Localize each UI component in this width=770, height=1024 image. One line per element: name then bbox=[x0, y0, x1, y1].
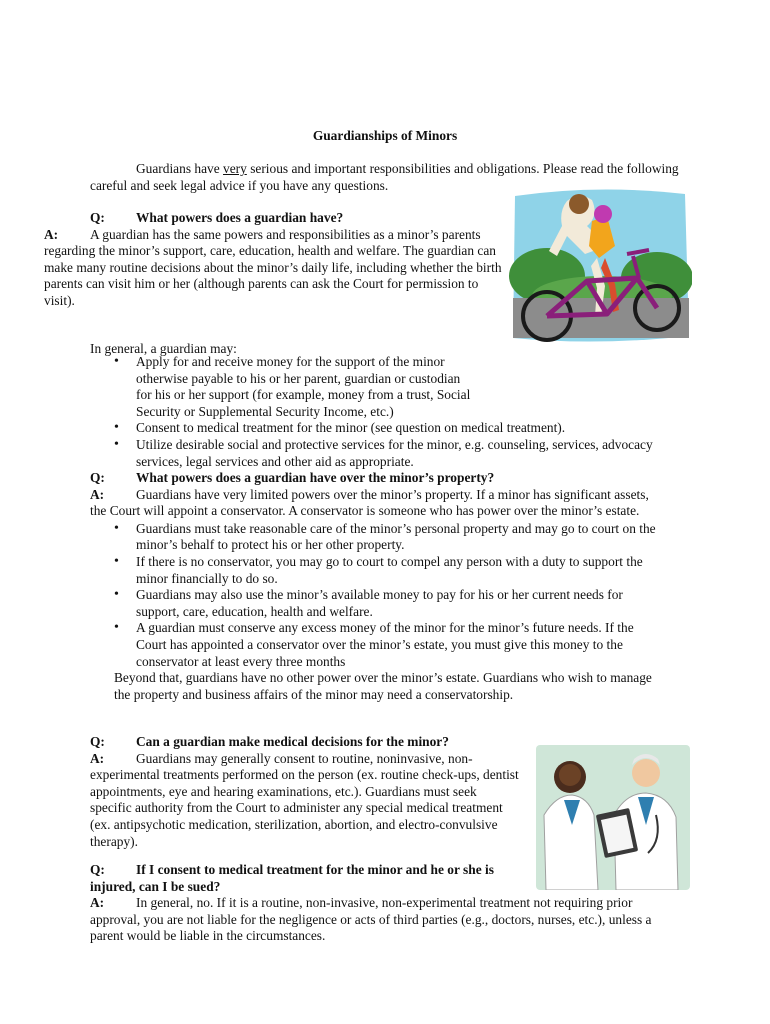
doctors-consultation-icon bbox=[536, 745, 690, 890]
list-item: • Guardians must take reasonable care of the minor’s personal property and may go to court on the minor’s behalf to protect his or her other property. bbox=[90, 521, 660, 554]
bicycle-lesson-icon bbox=[507, 186, 692, 356]
bicycle-lesson-image bbox=[507, 186, 692, 356]
doctors-consultation-image bbox=[536, 745, 690, 890]
question-1 bbox=[90, 210, 510, 227]
question-3-text: Can a guardian make medical decisions for the minor? bbox=[136, 734, 449, 749]
section-guardian-powers bbox=[44, 210, 510, 310]
list-item bbox=[90, 354, 660, 420]
intro-emphasis: very bbox=[223, 161, 247, 176]
q-label: Q: bbox=[90, 210, 105, 225]
a-label: A: bbox=[90, 750, 105, 766]
question-4-text: If I consent to medical treatment for the minor and he or she is injured, can I be sued? bbox=[90, 862, 494, 894]
list-item: • Consent to medical treatment for the minor (see question on medical treatment). bbox=[90, 420, 660, 437]
intro-prefix: Guardians have bbox=[136, 161, 220, 176]
section-1-lead: In general, a guardian may: bbox=[90, 341, 237, 356]
list-item: • Guardians may also use the minor’s available money to pay for his or her current needs for support, care, education, health and welfare. bbox=[90, 587, 660, 620]
q-label: Q: bbox=[90, 862, 105, 877]
answer-3-text: Guardians may generally consent to routine, noninvasive, non-experimental treatments performed on the person (ex. routine check-ups, dentist appointments, eye and hearing examinations, etc.). Guardians must seek specific authority from the Court to administer any special medical treatment (ex. antipsychotic medication, sterilization, abortion, and electro-convulsive therapy). bbox=[90, 750, 519, 849]
answer-4-text: In general, no. If it is a routine, non-invasive, non-experimental treatment not requiring prior approval, you are not liable for the negligence or acts of third parties (e.g., doctors, nurses, etc.), unless a parent would be liable in the circumstances. bbox=[90, 895, 652, 944]
answer-1-text: A guardian has the same powers and responsibilities as a minor’s parents regarding the minor’s support, care, education, health and welfare. The guardian can make many routine decisions about the minor’s daily life, including whether the birth parents can visit him or her (although parents can ask the Court for permission to visit). bbox=[44, 226, 502, 308]
answer-3 bbox=[90, 751, 520, 851]
answer-2 bbox=[90, 487, 660, 520]
a-label: A: bbox=[90, 486, 105, 502]
answer-1 bbox=[44, 227, 510, 310]
a-label: A: bbox=[90, 895, 105, 911]
q-label: Q: bbox=[90, 734, 105, 749]
section-1-bullets bbox=[90, 354, 660, 470]
section-medical-decisions bbox=[90, 734, 520, 850]
question-1-text: What powers does a guardian have? bbox=[136, 210, 344, 225]
list-item: • If there is no conservator, you may go to court to compel any person with a duty to support the minor financially to do so. bbox=[90, 554, 660, 587]
section-2-closing: Beyond that, guardians have no other power over the minor’s estate. Guardians who wish to manage the property and business affairs of the minor may need a conservatorship. bbox=[114, 670, 652, 702]
question-2 bbox=[90, 470, 660, 487]
a-label: A: bbox=[44, 226, 59, 242]
answer-2-text: Guardians have very limited powers over the minor’s property. If a minor has significant assets, the Court will appoint a conservator. A conservator is someone who has power over the minor’s estate. bbox=[90, 486, 649, 519]
section-property-powers bbox=[90, 470, 660, 703]
page-title: Guardianships of Minors bbox=[312, 128, 458, 143]
list-item: • A guardian must conserve any excess money of the minor for the minor’s future needs. If the Court has appointed a conservator over the minor’s estate, you must give this money to the conservator at least every three months bbox=[90, 620, 660, 670]
q-label: Q: bbox=[90, 470, 105, 485]
question-4 bbox=[90, 862, 510, 895]
section-2-bullets bbox=[90, 521, 660, 670]
intro-suffix: serious and important responsibilities and obligations. Please read the following careful and seek legal advice if you have any questions. bbox=[90, 161, 679, 193]
list-item: • Utilize desirable social and protective services for the minor, e.g. counseling, services, advocacy services, legal services and other aid as appropriate. bbox=[90, 437, 660, 470]
bullet-text: • Apply for and receive money for the support of the minor otherwise payable to his or her parent, guardian or custodian for his or her support (for example, money from a trust, Social Security or Supplemental Security Income, etc.) bbox=[136, 354, 471, 419]
answer-4 bbox=[90, 895, 670, 945]
question-2-text: What powers does a guardian have over the minor’s property? bbox=[136, 470, 495, 485]
